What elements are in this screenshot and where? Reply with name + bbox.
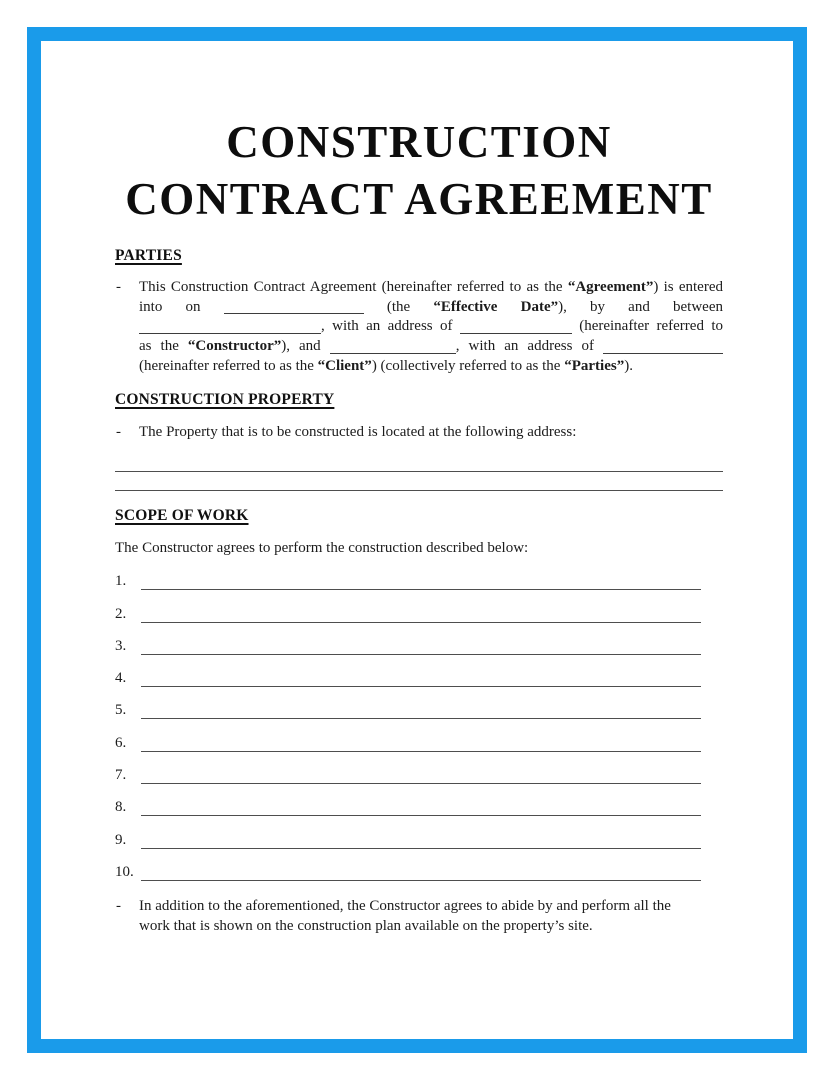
text-segment: This Construction Contract Agreement (hereinafter referred to as the: [139, 279, 568, 295]
parties-line-4: [139, 337, 723, 357]
parties-line-5: [139, 357, 723, 377]
construction-property-heading: CONSTRUCTION PROPERTY: [115, 391, 335, 408]
list-item-blank-line: [141, 783, 701, 784]
list-item-number: 9.: [115, 831, 127, 848]
list-item: [115, 719, 723, 751]
closing-paragraph: [115, 897, 723, 936]
list-item-blank-line: [141, 880, 701, 881]
client-address-blank: [603, 339, 723, 354]
bullet-dash: -: [116, 898, 121, 914]
list-item: [115, 590, 723, 622]
list-item-number: 4.: [115, 670, 127, 687]
list-item: [115, 623, 723, 655]
text-segment: (hereinafter referred to as the: [139, 357, 318, 374]
text-segment: ) (collectively referred to as the: [371, 357, 565, 374]
list-item-number: 7.: [115, 767, 127, 784]
bullet-dash: -: [116, 424, 121, 440]
scope-of-work-heading: SCOPE OF WORK: [115, 507, 249, 524]
list-item-number: 2.: [115, 605, 127, 622]
document-title-line2: CONTRACT AGREEMENT: [125, 174, 713, 224]
text-segment: as the: [139, 338, 188, 355]
closing-line-2: work that is shown on the construction plan available on the property’s site.: [139, 917, 593, 934]
closing-line-1: In addition to the aforementioned, the Constructor agrees to abide by and perform all the: [139, 898, 671, 914]
list-item: [115, 816, 723, 848]
bullet-dash: -: [116, 279, 121, 295]
list-item-blank-line: [141, 815, 701, 816]
text-segment: , with an address of: [455, 338, 603, 355]
list-item-number: 8.: [115, 799, 127, 816]
list-item: [115, 687, 723, 719]
effective-date-blank: [224, 299, 364, 314]
text-segment: ) is entered: [653, 279, 723, 295]
property-text: The Property that is to be constructed is located at the following address:: [139, 424, 577, 440]
list-item-number: 1.: [115, 573, 127, 590]
address-blank-line-2: [115, 490, 723, 491]
text-segment: (the: [363, 298, 434, 315]
list-item-blank-line: [141, 848, 701, 849]
constructor-name-blank: [139, 319, 321, 334]
text-segment: ), by and between: [558, 298, 723, 315]
text-segment: (hereinafter referred to: [571, 318, 723, 335]
document-title-line1: CONSTRUCTION: [226, 117, 612, 167]
parties-heading: PARTIES: [115, 247, 182, 264]
bold-term-constructor: “Constructor”: [187, 338, 282, 355]
text-segment: ).: [624, 357, 633, 374]
list-item: [115, 558, 723, 590]
list-item: [115, 752, 723, 784]
parties-line-3: [139, 317, 723, 337]
list-item: [115, 784, 723, 816]
text-segment: , with an address of: [321, 318, 460, 335]
bold-term-client: “Client”: [317, 357, 372, 374]
list-item-number: 5.: [115, 702, 127, 719]
list-item-blank-line: [141, 589, 701, 590]
scope-numbered-list: [115, 558, 723, 881]
list-item: [115, 655, 723, 687]
text-segment: into on: [139, 298, 224, 315]
list-item-blank-line: [141, 654, 701, 655]
parties-line-1: [139, 278, 723, 298]
bold-term-agreement: “Agreement”: [567, 279, 654, 295]
client-name-blank: [330, 339, 456, 354]
address-blank-line-1: [115, 471, 723, 472]
list-item-number: 10.: [115, 863, 134, 880]
list-item-number: 3.: [115, 637, 127, 654]
list-item: [115, 849, 723, 881]
scope-intro-text: The Constructor agrees to perform the construction described below:: [115, 540, 529, 556]
parties-line-2: [139, 298, 723, 318]
bold-term-parties: “Parties”: [564, 357, 625, 374]
list-item-blank-line: [141, 751, 701, 752]
list-item-blank-line: [141, 718, 701, 719]
list-item-number: 6.: [115, 734, 127, 751]
document-title: [115, 114, 723, 228]
list-item-blank-line: [141, 622, 701, 623]
list-item-blank-line: [141, 686, 701, 687]
constructor-address-blank: [460, 319, 572, 334]
property-paragraph: [115, 423, 723, 443]
bold-term-effective-date: “Effective Date”: [433, 298, 559, 315]
text-segment: ), and: [281, 338, 330, 355]
parties-paragraph: [115, 278, 723, 376]
